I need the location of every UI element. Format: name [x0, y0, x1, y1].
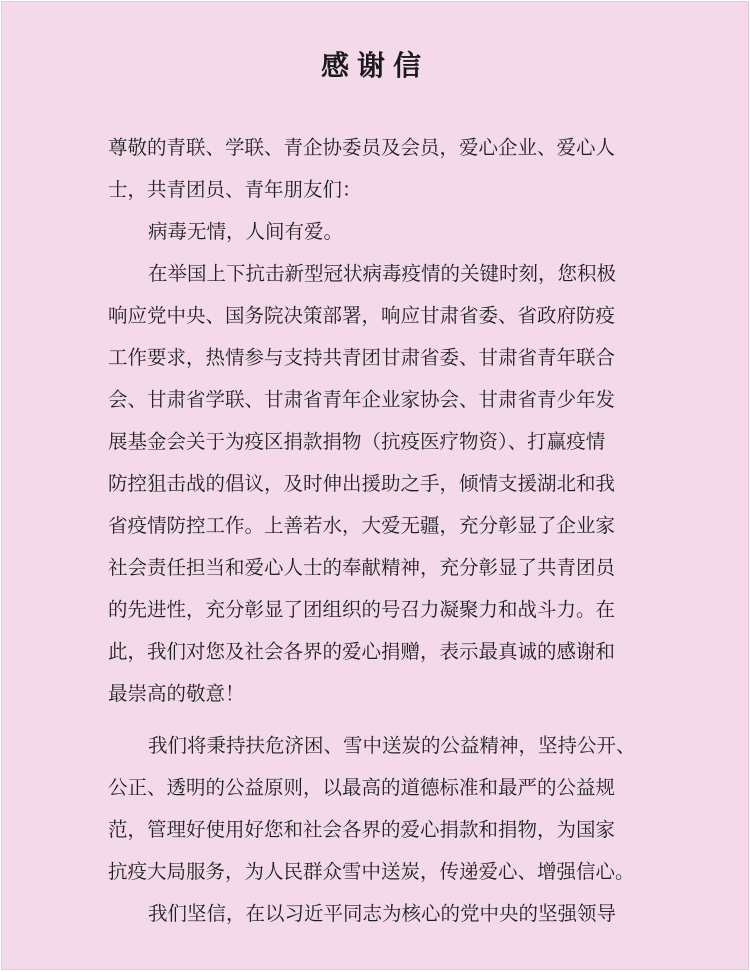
letter-line: 抗疫大局服务，为人民群众雪中送炭，传递爱心、增强信心。: [108, 860, 635, 883]
letter-page: [1, 1, 749, 970]
letter-title: 感谢信: [320, 49, 429, 82]
letter-line: 工作要求，热情参与支持共青团甘肃省委、甘肃省青年联合: [108, 346, 616, 369]
letter-line: 在举国上下抗击新型冠状病毒疫情的关键时刻，您积极: [148, 262, 617, 285]
letter-line: 尊敬的青联、学联、青企协委员及会员，爱心企业、爱心人: [108, 136, 616, 159]
letter-line: 此，我们对您及社会各界的爱心捐赠，表示最真诚的感谢和: [108, 640, 616, 663]
letter-line: 防控狙击战的倡议，及时伸出援助之手，倾情支援湖北和我: [108, 472, 616, 495]
letter-line: 病毒无情，人间有爱。: [148, 220, 344, 243]
letter-line: 响应党中央、国务院决策部署，响应甘肃省委、省政府防疫: [108, 304, 616, 327]
letter-line: 我们坚信，在以习近平同志为核心的党中央的坚强领导: [148, 902, 617, 925]
letter-line: 最崇高的敬意！: [108, 682, 245, 705]
letter-line: 我们将秉持扶危济困、雪中送炭的公益精神，坚持公开、: [148, 734, 636, 757]
letter-line: 公正、透明的公益原则，以最高的道德标准和最严的公益规: [108, 776, 616, 799]
letter-line: 士，共青团员、青年朋友们：: [108, 178, 362, 201]
letter-line: 会、甘肃省学联、甘肃省青年企业家协会、甘肃省青少年发: [108, 388, 616, 411]
letter-line: 展基金会关于为疫区捐款捐物（抗疫医疗物资）、打赢疫情: [108, 430, 606, 453]
letter-body: [108, 127, 668, 935]
letter-line: 的先进性，充分彰显了团组织的号召力凝聚力和战斗力。在: [108, 598, 616, 621]
paragraph-gap: [108, 715, 668, 725]
letter-line: 社会责任担当和爱心人士的奉献精神，充分彰显了共青团员: [108, 556, 616, 579]
letter-line: 省疫情防控工作。上善若水，大爱无疆，充分彰显了企业家: [108, 514, 616, 537]
letter-line: 范，管理好使用好您和社会各界的爱心捐款和捐物，为国家: [108, 818, 616, 841]
